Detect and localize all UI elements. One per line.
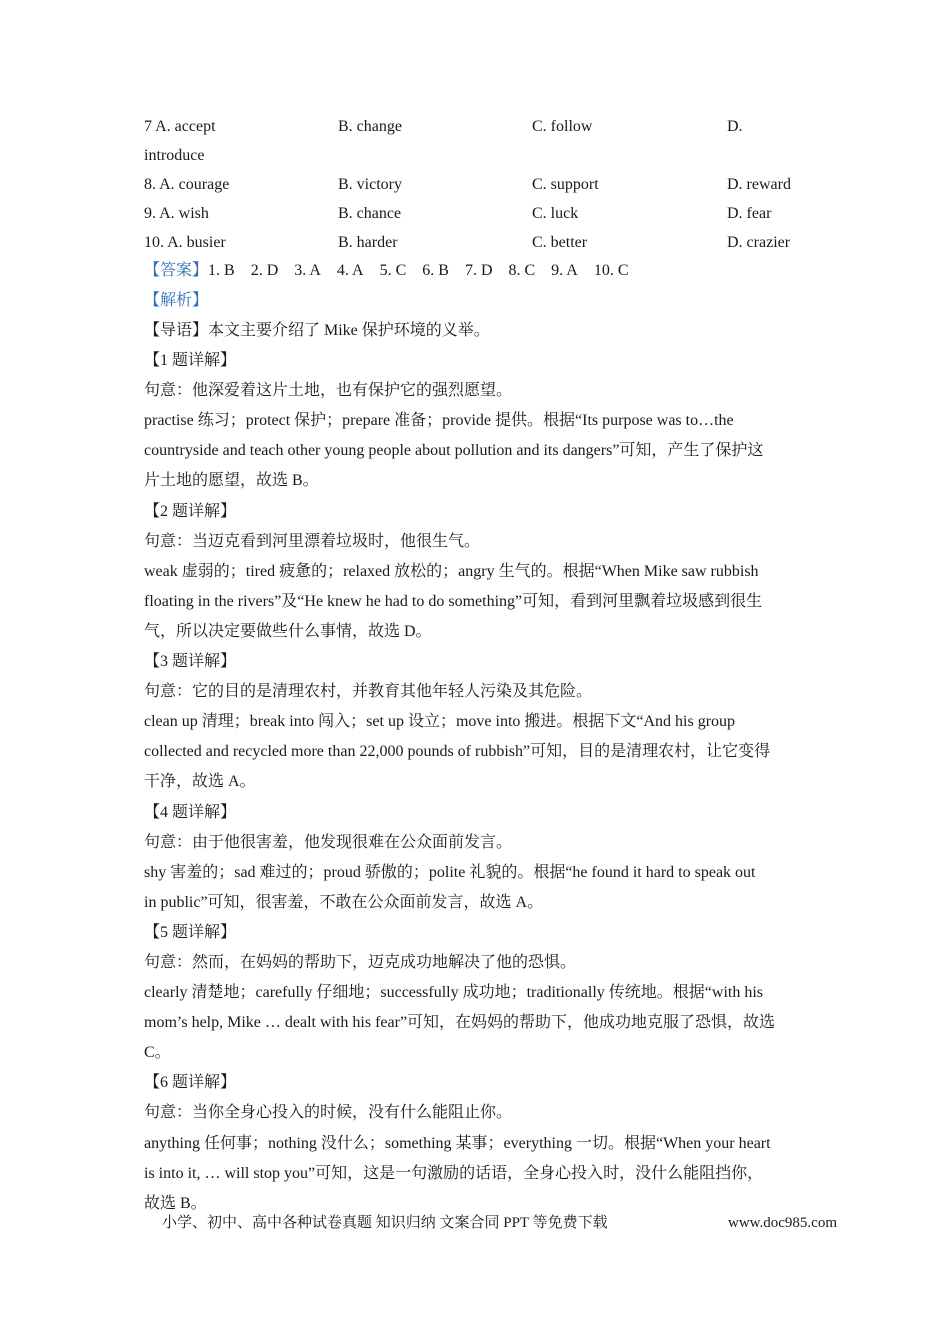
text-line: clearly 清楚地；carefully 仔细地；successfully 成功地；traditionally 传统地。根据“with his [144,984,764,1002]
option-row-7 [144,112,814,141]
answer-item: 1. B [208,262,235,279]
option-8c: C. support [532,176,599,193]
text-line: 【4 题详解】 [144,803,237,821]
text-line: 句意：它的目的是清理农村，并教育其他年轻人污染及其危险。 [144,683,593,701]
option-row-7-wrap [144,141,814,170]
option-10a: 10. A. busier [144,234,226,251]
text-line: 片土地的愿望，故选 B。 [144,472,319,490]
answer-item: 6. B [422,262,449,279]
text-line: 句意：当迈克看到河里漂着垃圾时，他很生气。 [144,532,481,550]
footer-url[interactable]: www.doc985.com [728,1215,838,1231]
text-line: 【3 题详解】 [144,653,237,671]
text-line: 句意：然而，在妈妈的帮助下，迈克成功地解决了他的恐惧。 [144,953,577,971]
text-line: floating in the rivers”及“He knew he had to do something”可知，看到河里飘着垃圾感到很生 [144,592,763,610]
text-line: 句意：由于他很害羞，他发现很难在公众面前发言。 [144,833,513,851]
answer-item: 8. C [508,262,536,279]
analysis-tag: 【解析】 [144,292,209,309]
option-10d: D. crazier [727,234,791,251]
text-line: weak 虚弱的；tired 疲惫的；relaxed 放松的；angry 生气的。根据“When Mike saw rubbish [144,562,759,580]
analysis-body [144,316,808,1219]
option-8d: D. reward [727,176,791,193]
options-block [144,112,814,257]
answer-item: 3. A [294,262,321,279]
text-line: in public”可知，很害羞，不敢在公众面前发言，故选 A。 [144,893,544,911]
option-row-9 [144,199,814,228]
text-line: clean up 清理；break into 闯入；set up 设立；move into 搬进。根据下文“And his group [144,713,736,731]
option-9c: C. luck [532,205,579,222]
option-row-8 [144,170,814,199]
option-row-10 [144,228,814,257]
text-line: 气，所以决定要做些什么事情，故选 D。 [144,622,432,640]
text-line: 【1 题详解】 [144,352,237,370]
text-line: shy 害羞的；sad 难过的；proud 骄傲的；polite 礼貌的。根据“he found it hard to speak out [144,863,756,881]
option-7a: 7 A. accept [144,118,216,135]
answer-item: 7. D [464,262,493,279]
answer-item: 10. C [593,262,629,279]
answer-item: 4. A [336,262,364,279]
text-line: 句意：他深爱着这片土地，也有保护它的强烈愿望。 [144,382,513,400]
answer-item: 2. D [250,262,279,279]
footer-text: 小学、初中、高中各种试卷真题 知识归纳 文案合同 PPT 等免费下载 [162,1215,608,1231]
text-line: C。 [144,1044,171,1062]
text-line: 句意：当你全身心投入的时候，没有什么能阻止你。 [144,1104,513,1122]
option-7d: D. [727,118,743,135]
text-line: 【5 题详解】 [144,923,237,941]
text-line: 干净，故选 A。 [144,773,256,791]
option-10b: B. harder [338,234,398,251]
option-7b: B. change [338,118,402,135]
answer-line [144,256,645,286]
text-line: 故选 B。 [144,1194,207,1212]
option-9d: D. fear [727,205,772,222]
answer-item: 5. C [379,262,407,279]
answer-tag: 【答案】 [144,262,209,279]
option-8a: 8. A. courage [144,176,230,193]
text-line: practise 练习；protect 保护；prepare 准备；provide 提供。根据“Its purpose was to…the [144,412,734,430]
text-line: 【2 题详解】 [144,502,237,520]
option-9b: B. chance [338,205,402,222]
text-line: is into it, … will stop you”可知，这是一句激励的话语，全身心投入时，没什么能阻挡你， [144,1164,764,1182]
option-10c: C. better [532,234,588,251]
text-line: countryside and teach other young people about pollution and its dangers”可知，产生了保护这 [144,442,764,460]
answer-item: 9. A [551,262,578,279]
text-line: mom’s help, Mike … dealt with his fear”可知，在妈妈的帮助下，他成功地克服了恐惧，故选 [144,1014,776,1032]
option-9a: 9. A. wish [144,205,209,222]
text-line: 【导语】本文主要介绍了 Mike 保护环境的义举。 [144,322,490,339]
option-7c: C. follow [532,118,593,135]
option-7d-wrap: introduce [144,147,205,164]
text-line: collected and recycled more than 22,000 pounds of rubbish”可知，目的是清理农村，让它变得 [144,743,771,761]
text-line: 【6 题详解】 [144,1074,237,1092]
text-line: anything 任何事；nothing 没什么；something 某事；everything 一切。根据“When your heart [144,1134,771,1152]
option-8b: B. victory [338,176,402,193]
page-footer [162,1210,838,1236]
